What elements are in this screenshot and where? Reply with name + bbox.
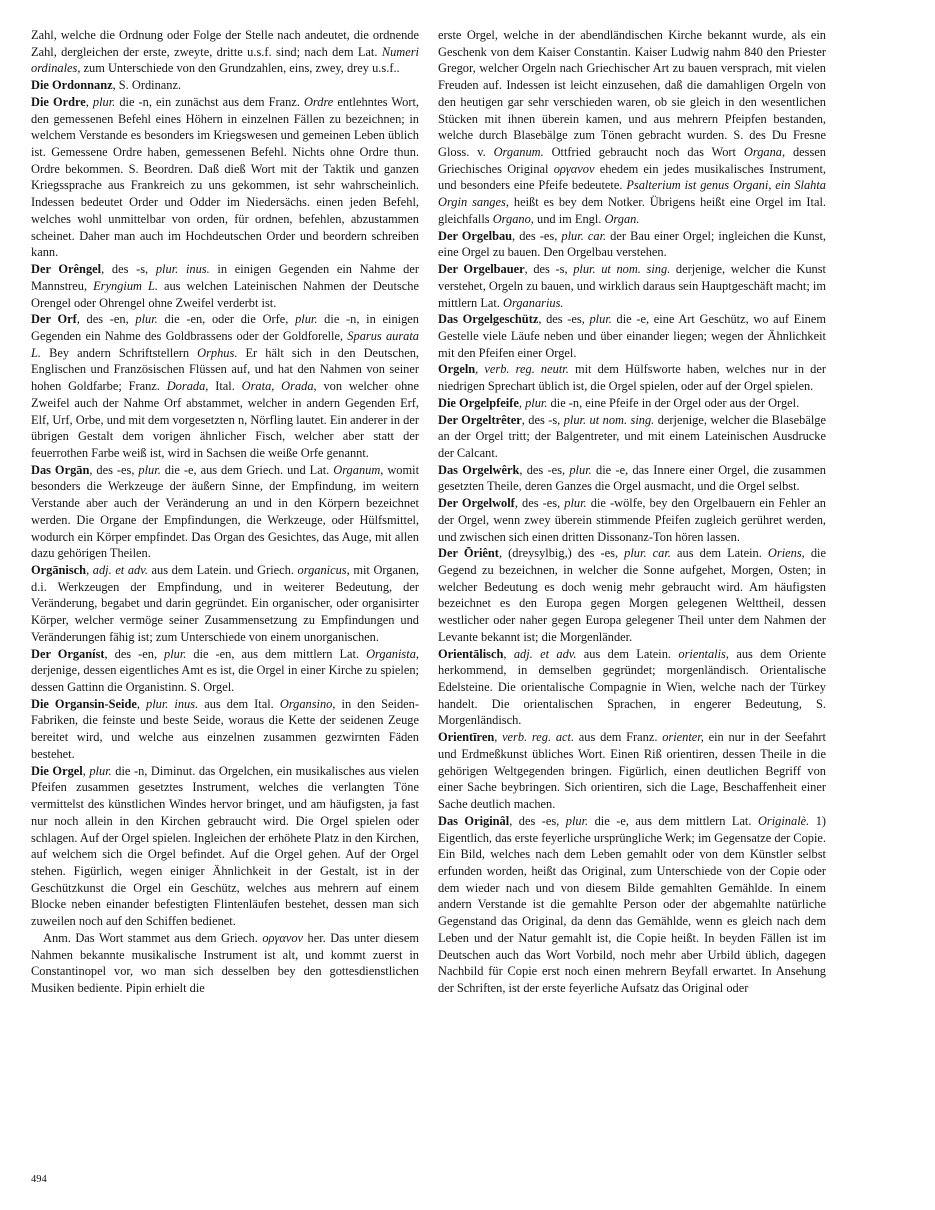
latin-term: Sparus aurata L. (31, 328, 419, 360)
entry-text: Bey andern Schriftstellern (41, 345, 198, 360)
entry-text: die -n, Diminut. das Orgelchen, ein musikalisches aus vielen Pfeifen zusammen gesetztes Instrument, welches die verlangten Töne vermittelst des künstlichen Windes hervor bringet, und am häufigsten, ja fast nur noch allein in den Kirchen gebraucht wird. Die Orgel spielen oder schlagen. Auf der Orgel spielen. Ingleichen der erhöhete Platz in den Kirchen, auf welchem sich die Orgel befindet. Auf die Orgel gehen. Auf der Orgel stehen. Figürlich, wegen einiger Ähnlichkeit in der Gestalt, ist in der Geschützkunst die Orgel ein Geschütz, welches aus mehrern auf einem Blocke neben einander befestigten Flintenläufen bestehet, dessen man sich zuweilen noch auf den Schiffen bedienet. (31, 763, 419, 929)
latin-term: Organum. (493, 145, 544, 160)
entry-text: die -en, aus dem mittlern Lat. (186, 646, 367, 661)
headword: Orientīren (438, 730, 495, 745)
latin-term: Eryngium L. (93, 278, 158, 293)
entry-text: , des -s, (521, 412, 564, 427)
entry-orgelwerk (438, 462, 826, 495)
latin-term: Organista, (366, 646, 419, 661)
headword: Der Orêngel (31, 262, 102, 277)
entry-text: die -n, ein zunächst aus dem Franz. (115, 94, 304, 109)
entry-text: die Gegend zu bezeichnen, in welcher die Sonne aufgehet, Morgen, Osten; in welcher Bedeutung es doch wenig mehr gebraucht wird. Am häufigsten bezeichnet es den Europa gegen Morgen gelegenen Welttheil, dessen westlicher oder naher gegen Europa gelegener Theil unter dem Nahmen der Levante bekannt ist; die Morgenländer. (438, 546, 826, 644)
entry-text: derjenige, dessen eigentliches Amt es ist, die Orgel in einer Kirche zu spielen; dessen Gattinn die Organistinn. S. Orgel. (31, 663, 419, 695)
headword: Der Orgelbauer (438, 262, 525, 277)
grammar-note: plur. car. (561, 228, 607, 243)
entry-orgel (31, 763, 419, 930)
entry-text: heißt es bey dem Notker. Übrigens heißt eine Orgel im Ital. gleichfalls (438, 195, 826, 226)
entry-text: die -n, eine Pfeife in der Orgel oder aus der Orgel. (547, 395, 800, 410)
headword: Das Originâl (438, 813, 510, 828)
headword: Orgānisch (31, 563, 87, 577)
entry-text: , des -en, (76, 312, 136, 327)
entry-orengel (31, 261, 419, 311)
entry-text: zum Unterschiede von den Grundzahlen, eins, zwey, drey u.s.f.. (80, 61, 400, 76)
entry-text: die -n, in einigen Gegenden ein Nahme des Goldbrassens oder der Goldforelle, (31, 312, 419, 343)
grammar-note: plur. ut nom. sing. (563, 412, 655, 427)
foreign-term: Ordre (303, 94, 334, 109)
entry-text: , des -s, (101, 262, 156, 277)
entry-text: aus dem Latein. und Griech. (147, 563, 298, 577)
headword: Das Orgelgeschütz (438, 312, 539, 327)
entry-organsin-seide (31, 696, 419, 763)
entry-text: und im Engl. (533, 211, 605, 226)
entry-text: in einigen Gegenden ein Nahme der Mannstreu, (31, 262, 419, 293)
entry-text: , (86, 563, 93, 577)
entry-text: , des -en, (104, 646, 165, 661)
grammar-note: verb. reg. act. (502, 730, 575, 745)
entry-orgeltreter (438, 412, 826, 462)
foreign-term: orienter, (662, 730, 704, 745)
headword: Der Orgelwolf (438, 496, 515, 511)
grammar-note: plur. (138, 462, 161, 477)
entry-text: die -e, eine Art Geschütz, wo auf Einem Gestelle viele Läufe neben und über einander liegen; wegen der Ähnlichkeit mit den Pfeifen einer Orgel. (438, 312, 827, 360)
entry-text: , des -es, (538, 312, 590, 327)
grammar-note: plur. (295, 312, 318, 327)
greek-term: οργανον (262, 930, 304, 945)
grammar-note: plur. (164, 646, 187, 661)
entry-orgelbau (438, 228, 826, 261)
entry-text: , S. Ordinanz. (112, 78, 182, 93)
latin-quote: Psalterium ist genus Organi, ein Slahta Orgin sanges, (438, 178, 826, 210)
headword: Das Orgān (31, 462, 90, 477)
entry-text: Anm. Das Wort stammet aus dem Griech. (43, 930, 263, 945)
grammar-note: plur. ut nom. sing. (573, 262, 671, 277)
entry-text: aus dem Latein. (670, 546, 768, 561)
entry-organist (31, 646, 419, 696)
entry-orgelpfeife (438, 395, 826, 412)
entry-orgel-note-continuation (438, 27, 826, 228)
headword: Das Orgelwêrk (438, 462, 520, 477)
entry-text: derjenige, welcher die Blasebälge an der Orgel tritt; der Balgentreter, und mit einem Lateinischen Ausdrucke der Calcant. (438, 412, 826, 460)
latin-term: Originalè. (757, 813, 810, 828)
foreign-term: Orata, Orada, (241, 379, 317, 394)
entry-text: , (494, 730, 503, 745)
entry-text: aus dem Franz. (574, 730, 663, 745)
grammar-note: plur. inus. (155, 262, 210, 277)
grammar-note: adj. et adv. (92, 563, 148, 577)
entry-text: mit dem Hülfsworte haben, welches nur in der niedrigen Sprechart üblich ist, die Orgel spielen, oder auf der Orgel spielen. (438, 362, 826, 394)
entry-orf (31, 311, 419, 461)
entry-text: mit Organen, d.i. Werkzeugen der Empfindung, und in weiterer Bedeutung, der Veränderung, begabet und darin gegründet. Ein organischer, oder organisirter Körper, welcher vermöge seiner Zusammensetzung zu Empfindungen und Veränderungen fähig ist; zum Unterschiede von einem unorganischen. (31, 563, 419, 644)
grammar-note: plur. inus. (146, 696, 199, 711)
grammar-note: plur. (569, 462, 592, 477)
page-number: 494 (31, 1174, 47, 1185)
entry-text: , (475, 362, 485, 377)
entry-text: dessen Griechisches Original (438, 145, 827, 176)
headword: Der Orgelbau (438, 228, 513, 243)
entry-ordre (31, 94, 419, 261)
headword: Der Ōriênt (438, 546, 499, 561)
entry-text: , des -es, (512, 228, 562, 243)
headword: Die Orgelpfeife (438, 395, 519, 410)
entry-text: in den Seiden-Fabriken, die feinste und beste Seide, woraus die Kette der seidenen Zeuge bereitet wird, und welche aus einzelnen zusammen gezwirnten Fäden bestehet. (31, 696, 419, 761)
headword: Orientālisch (438, 646, 504, 661)
entry-orgel-note (31, 930, 419, 997)
entry-text: 1) Eigentlich, das erste feyerliche ursprüngliche Werk; im Gegensatze der Copie. Ein Bild, welches nach dem Leben gemahlt oder von dem Künstler selbst erfunden worden, heißt das Original, zum Unterschiede von der Copie oder dem wieder nach und von diesem Bilde gemahlten Gemählde. In einem andern Verstande ist die gemahlte Person oder der abgemahlte natürliche Gegenstand das Original, da denn das Gemählde, wenn es gleich nach dem Leben und der Natur gemahlt ist, die Copie heißt. In beyden Fällen ist im Deutschen auch das Wort Vorbild, noch mehr aber Urbild üblich, dagegen Nachbild für Copie erst noch einen mehrern Beyfall erwartet. In Ansehung der Schriften, ist der erste feyerliche Aufsatz das Original oder (438, 813, 827, 995)
entry-text: aus welchen Lateinischen Nahmen der Deutsche Orengel oder Ohrengel ohne Zweifel verderbt ist. (31, 278, 419, 310)
grammar-note: plur. (89, 763, 112, 778)
entry-continuation (31, 27, 419, 77)
left-column (31, 27, 419, 997)
grammar-note: plur. (565, 813, 589, 828)
entry-text: , (503, 646, 514, 661)
latin-term: Organarius. (503, 295, 564, 310)
latin-term: orientalis, (678, 646, 729, 661)
headword: Die Ordonnanz (31, 78, 113, 93)
entry-text: , des -es, (89, 462, 139, 477)
entry-text: , des -es, (519, 462, 570, 477)
headword: Der Organíst (31, 646, 105, 661)
entry-orgelgeschuetz (438, 311, 826, 361)
entry-orgeln (438, 361, 826, 394)
entry-text: Ottfried gebraucht noch das Wort (543, 145, 744, 160)
entry-orgelbauer (438, 261, 826, 311)
entry-text: aus dem Oriente herkommend, in demselben gegründet; morgenländisch. Orientalische Edelsteine. Die orientalische Compagnie in Wien, welche nach der Türkey handelt. Die orientalischen Sprachen, in engerer Bedeutung, S. Morgenländisch. (438, 646, 826, 728)
grammar-note: plur. (564, 496, 587, 511)
entry-text: her. Das unter diesem Nahmen bekannte musikalische Instrument ist alt, und kommt zuerst in Constantinopel vor, wo man sich desselben bey den gottesdienstlichen Musiken bediente. Pipin erhielt die (31, 930, 420, 995)
foreign-term: Organ. (604, 211, 640, 226)
entry-text: , des -s, (524, 262, 574, 277)
entry-text: die -e, aus dem Griech. und Lat. (160, 462, 334, 477)
entry-text: , (82, 763, 90, 778)
entry-organ (31, 462, 419, 562)
entry-text: entlehntes Wort, den gemessenen Befehl eines Höhern in einzelnen Fällen zu bezeichnen; in welchem Verstande es besonders im Kriegswesen und gemeinen Leben üblich ist. Gemessene Ordre haben, gemessenen Befehl. Nichts ohne Ordre thun. Ordre bekommen. S. Beordren. Daß dieß Wort mit der Taktik und ganzen Kriegssprache aus Frankreich zu uns gekommen, ist sehr wahrscheinlich. Indessen bedeutet Order und Odder im Niedersächs. einen jeden Befehl, welches wohl unmittelbar von orden, für ordnen, befehlen, abzustammen scheinet. Daher man auch im Hochdeutschen Order und beordern schreiben kann. (31, 94, 419, 260)
grammar-note: plur. (135, 312, 158, 327)
latin-term: organicus, (297, 563, 350, 577)
entry-orgelwolf (438, 495, 826, 545)
entry-original (438, 813, 826, 997)
headword: Der Orf (31, 312, 77, 327)
grammar-note: plur. (92, 94, 116, 109)
grammar-note: adj. et adv. (513, 646, 577, 661)
foreign-term: Organsino, (279, 696, 336, 711)
headword: Der Orgeltrêter (438, 412, 522, 427)
greek-term: οργανον (553, 161, 595, 176)
entry-text: von welcher ohne Zweifel auch der Nahme Orf abstammet, welcher in andern Gegenden Erf, Elf, Urf, Orbe, und mit dem vorgesetzten n, Nörfling lautet. Ein anderer in der übrigen Gestalt dem vorigen ähnlicher Fisch, welcher aber statt der feuerrothen Farbe weiß ist, wird in Sachsen die weiße Orfe genannt. (31, 379, 419, 460)
entry-text: ein nur in der Seefahrt und Erdmeßkunst übliches Wort. Einen Riß orientiren, dessen Theile in die gehörigen Weltgegenden bringen. Figürlich, einen deutlichen Begriff von einer Sache beybringen. Sich orientiren, sich die Lage, Beschaffenheit einer Sache deutlich machen. (438, 730, 826, 812)
entry-text: die -wölfe, bey den Orgelbauern ein Fehler an der Orgel, wenn zwey überein stimmende Pfeifen zugleich gerühret werden, und zwischen sich einen dritten Dissonanz-Ton hören lassen. (438, 496, 827, 544)
headword: Die Ordre (31, 94, 86, 109)
entry-orient (438, 545, 826, 645)
grammar-note: plur. (589, 312, 612, 327)
entry-text: , des -es, (514, 496, 565, 511)
entry-text: erste Orgel, welche in der abendländischen Kirche bekannt wurde, als ein Geschenk von dem Kaiser Constantin. Kaiser Ludwig nahm 840 den Priester Gregor, welcher Orgeln nach Griechischer Art zu bauen versprach, mit vielen Freuden auf. Indessen ist leicht einzusehen, daß die damahligen Orgeln von den heutigen gar sehr verschieden waren, ob sie gleich in den wesentlichen Stücken mit ihnen überein kamen, und aus mehrern Pfeipfen bestanden, welche durch Blasebälge zum Tönen gebracht wurden. S. des Du Fresne Gloss. v. (438, 28, 826, 160)
entry-text: der Bau einer Orgel; ingleichen die Kunst, eine Orgel zu bauen. Den Orgelbau verstehen. (438, 228, 827, 260)
entry-text: aus dem Ital. (198, 696, 280, 711)
entry-text: , (518, 395, 526, 410)
entry-text: womit besonders die Werkzeuge der äußern Sinne, der Empfindung, im weitern Verstande aber auch der Veränderung an und in den Körpern bezeichnet werden. Die Organe der Empfindungen, die Werkzeuge, oder Hülfsmittel, wodurch ein Körper empfindet. Das Organ des Gesichtes, das Auge, mit allen dazu gehörigen Theilen. (31, 462, 420, 561)
foreign-term: Dorada, (166, 379, 209, 394)
entry-text: , (136, 696, 146, 711)
entry-orientalisch (438, 646, 826, 730)
entry-text: aus dem Latein. (576, 646, 679, 661)
latin-term: Numeri ordinales, (31, 44, 419, 76)
foreign-term: Organo, (492, 211, 534, 226)
entry-text: ehedem ein jedes musikalisches Instrument, und besonders eine Pfeife bedeutete. (438, 161, 826, 193)
entry-text: , (dreysylbig,) des -es, (498, 546, 625, 561)
entry-text: , des -es, (509, 813, 566, 828)
latin-term: Organum, (333, 462, 384, 477)
entry-orientiren (438, 729, 826, 813)
entry-text: die -e, aus dem mittlern Lat. (588, 813, 758, 828)
grammar-note: plur. car. (624, 546, 671, 561)
foreign-term: Organa, (743, 145, 786, 160)
grammar-note: verb. reg. neutr. (484, 362, 569, 377)
entry-organisch (31, 562, 419, 646)
entry-text: Zahl, welche die Ordnung oder Folge der Stelle nach andeutet, die ordnende Zahl, dergleichen der erste, zweyte, dritte u.s.f. sind; nach dem Lat. (31, 28, 419, 59)
headword: Die Organsin-Seide (31, 696, 137, 711)
right-column (438, 27, 826, 997)
latin-term: Oriens, (767, 546, 805, 561)
entry-text: derjenige, welcher die Kunst verstehet, Orgeln zu bauen, und wirklich daraus sein Hauptgeschäft macht; im mittlern Lat. (438, 262, 826, 310)
entry-text: die -e, das Innere einer Orgel, die zusammen gesetzten Theile, deren Ganzes die Orgel ausmacht, und die Orgel selbst. (438, 462, 826, 494)
headword: Die Orgel (31, 763, 83, 778)
headword: Orgeln (438, 362, 476, 377)
entry-text: Er hält sich in den Deutschen, Englischen und Französischen Flüssen auf, und hat den Nahmen von seiner hohen Goldfarbe; Franz. (31, 345, 419, 394)
entry-ordonnanz (31, 77, 419, 94)
entry-text: die -en, oder die Orfe, (157, 312, 296, 327)
grammar-note: plur. (525, 395, 548, 410)
entry-text: , (85, 94, 93, 109)
entry-text: Ital. (208, 379, 242, 394)
foreign-term: Orphus. (197, 345, 238, 360)
